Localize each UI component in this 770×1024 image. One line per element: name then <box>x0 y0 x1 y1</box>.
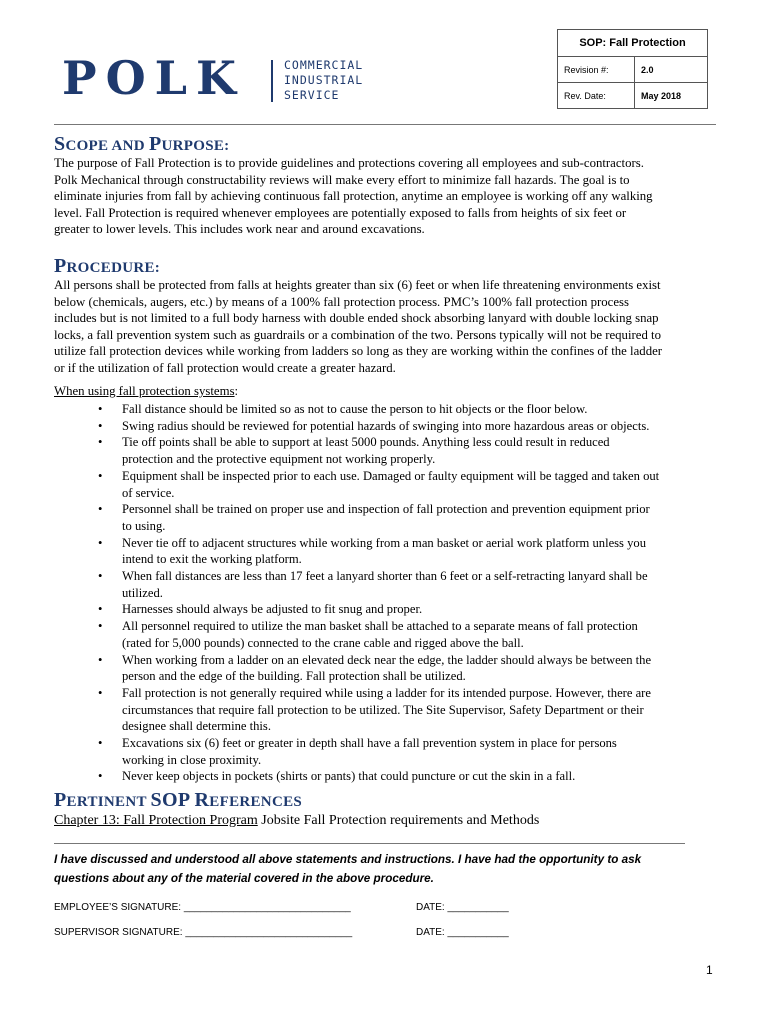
page-number: 1 <box>706 963 713 977</box>
revision-label: Revision #: <box>558 57 635 83</box>
text-line: or if the utilization of fall protection would create a greater hazard. <box>54 360 396 375</box>
logo-tagline-line: INDUSTRIAL <box>284 73 364 87</box>
acknowledgement-statement <box>54 850 641 888</box>
text-line: The purpose of Fall Protection is to provide guidelines and protections covering all employees and sub-contractors. <box>54 156 644 170</box>
heading-smallcaps: COPE AND <box>65 138 149 154</box>
bullet-icon: • <box>98 736 103 751</box>
text-line: of service. <box>122 485 175 500</box>
text-line: All persons shall be protected from falls at heights greater than six (6) feet or when life threatening environments exist <box>54 278 661 292</box>
revision-value: 2.0 <box>635 57 708 83</box>
text-line: I have discussed and understood all above statements and instructions. I have had the opportunity to ask <box>54 853 642 866</box>
list-item <box>94 568 734 601</box>
header-divider <box>54 124 716 125</box>
heading-initial: P <box>54 255 67 277</box>
supervisor-date-field[interactable]: DATE: ___________ <box>416 927 509 938</box>
heading-initial: SOP <box>150 789 190 811</box>
logo-tagline-line: COMMERCIAL <box>284 58 364 72</box>
bullet-icon: • <box>98 502 103 517</box>
systems-label <box>54 383 720 400</box>
employee-signature-row[interactable] <box>54 902 509 913</box>
bullet-icon: • <box>98 769 103 784</box>
systems-label-text: When using fall protection systems <box>54 384 235 398</box>
procedure-heading <box>54 255 160 278</box>
text-line: All personnel required to utilize the man basket shall be attached to a separate means of fall protection <box>122 619 638 634</box>
text-line: intend to exit the working platform. <box>122 552 302 567</box>
heading-initial: R <box>189 789 210 811</box>
list-item <box>94 735 734 768</box>
logo-wordmark: POLK <box>62 51 245 105</box>
bullet-icon: • <box>98 652 103 667</box>
text-line: utilize fall protection devices while working from ladders so long as they are working within the confines of the ladder <box>54 344 663 359</box>
list-item <box>94 685 734 735</box>
list-item <box>94 468 734 501</box>
text-line: Polk Mechanical through constructability reviews will make every effort to minimize fall hazards. The goal is to <box>54 172 630 187</box>
list-item <box>94 601 734 618</box>
text-line: below (chemicals, augers, etc.) by means of a 100% fall protection process. PMC’s 100% fall protection process <box>54 294 629 309</box>
list-item <box>94 434 734 467</box>
text-line: Never tie off to adjacent structures while working from a man basket or aerial work platform unless you <box>122 535 646 550</box>
systems-label-colon: : <box>234 384 239 398</box>
text-line: Never keep objects in pockets (shirts or pants) that could puncture or cut the skin in a fall. <box>122 769 576 784</box>
employee-date-field[interactable]: DATE: ___________ <box>416 902 509 913</box>
bullet-icon: • <box>98 435 103 450</box>
text-line: Swing radius should be reviewed for potential hazards of swinging into more hazardous areas or objects. <box>122 418 650 433</box>
references-heading <box>54 789 302 812</box>
list-item <box>94 501 734 534</box>
bullet-icon: • <box>98 418 103 433</box>
logo-divider <box>271 60 273 102</box>
text-line: Fall protection is not generally required while using a ladder for its intended purpose. However, there are <box>122 685 651 700</box>
scope-paragraph <box>54 155 720 238</box>
text-line: When fall distances are less than 17 feet a lanyard shorter than 6 feet or a self-retracting lanyard shall be <box>122 569 648 584</box>
text-line: Personnel shall be trained on proper use and inspection of fall protection and prevention equipment prior <box>122 502 650 517</box>
text-line: Excavations six (6) feet or greater in depth shall have a fall prevention system in place for persons <box>122 736 617 751</box>
text-line: Fall distance should be limited so as not to cause the person to hit objects or the floor below. <box>122 402 588 416</box>
logo-tagline-line: SERVICE <box>284 88 340 102</box>
bullet-icon: • <box>98 402 103 416</box>
text-line: locks, a fall prevention system such as guardrails or a combination of the two. Persons typically will not be required to <box>54 327 662 342</box>
heading-smallcaps: ROCEDURE: <box>66 260 161 276</box>
references-text: Jobsite Fall Protection requirements and Methods <box>257 813 540 828</box>
supervisor-signature-row[interactable] <box>54 927 509 938</box>
text-line: designee shall determine this. <box>122 719 271 734</box>
text-line: eliminate injuries from fall by achieving continuous fall protection, anytime an employee is working off any walking <box>54 189 653 204</box>
procedure-paragraph <box>54 277 720 377</box>
list-item <box>94 418 734 435</box>
references-divider <box>54 843 685 844</box>
text-line: questions about any of the material covered in the above procedure. <box>54 872 434 885</box>
text-line: (rated for 5,000 pounds) connected to the crane cable and rigged above the ball. <box>122 635 524 650</box>
sop-info-table <box>557 29 708 109</box>
heading-smallcaps: EFERENCES <box>209 794 303 810</box>
text-line: circumstances that require fall protection to be utilized. The Site Supervisor, Safety Department or their <box>122 702 644 717</box>
text-line: Tie off points shall be able to support at least 5000 pounds. Anything less could result in reduced <box>122 435 610 450</box>
heading-initial: P <box>148 133 162 155</box>
text-line: level. Fall Protection is required whenever employees are potentially exposed to falls from heights of six feet or <box>54 205 627 220</box>
sop-title: SOP: Fall Protection <box>558 30 708 57</box>
list-item <box>94 535 734 568</box>
text-line: greater to lower levels. This includes work near and around excavations. <box>54 222 425 237</box>
text-line: to using. <box>122 518 166 533</box>
logo-tagline <box>284 58 363 103</box>
chapter-reference-link[interactable]: Chapter 13: Fall Protection Program <box>54 813 258 828</box>
list-item <box>94 652 734 685</box>
bullet-icon: • <box>98 685 103 700</box>
scope-heading <box>54 133 229 156</box>
references-line <box>54 813 539 829</box>
heading-initial: S <box>54 133 66 155</box>
text-line: When working from a ladder on an elevated deck near the edge, the ladder should always be between the <box>122 652 652 667</box>
heading-smallcaps: URPOSE: <box>161 138 230 154</box>
bullet-icon: • <box>98 468 103 483</box>
bullet-icon: • <box>98 619 103 634</box>
text-line: protection and the protective equipment not working properly. <box>122 452 436 467</box>
bullet-icon: • <box>98 535 103 550</box>
supervisor-signature-field[interactable]: SUPERVISOR SIGNATURE: ______________________________ <box>54 927 353 938</box>
list-item <box>94 618 734 651</box>
bullet-icon: • <box>98 602 103 617</box>
text-line: includes but is not limited to a full body harness with double ended shock absorbing lanyard with double locking snap <box>54 311 659 326</box>
text-line: working in close proximity. <box>122 752 262 767</box>
heading-smallcaps: ERTINENT <box>66 794 151 810</box>
text-line: person and the edge of the building. Fall protection shall be utilized. <box>122 669 466 684</box>
rev-date-value: May 2018 <box>635 83 708 109</box>
rev-date-label: Rev. Date: <box>558 83 635 109</box>
text-line: utilized. <box>122 585 163 600</box>
fall-protection-list <box>94 401 734 785</box>
list-item <box>94 768 734 785</box>
bullet-icon: • <box>98 569 103 584</box>
employee-signature-field[interactable]: EMPLOYEE’S SIGNATURE: ______________________________ <box>54 902 351 913</box>
list-item <box>94 401 734 418</box>
text-line: Harnesses should always be adjusted to fit snug and proper. <box>122 602 423 617</box>
text-line: Equipment shall be inspected prior to each use. Damaged or faulty equipment will be tagged and taken out <box>122 468 660 483</box>
heading-initial: P <box>54 789 67 811</box>
